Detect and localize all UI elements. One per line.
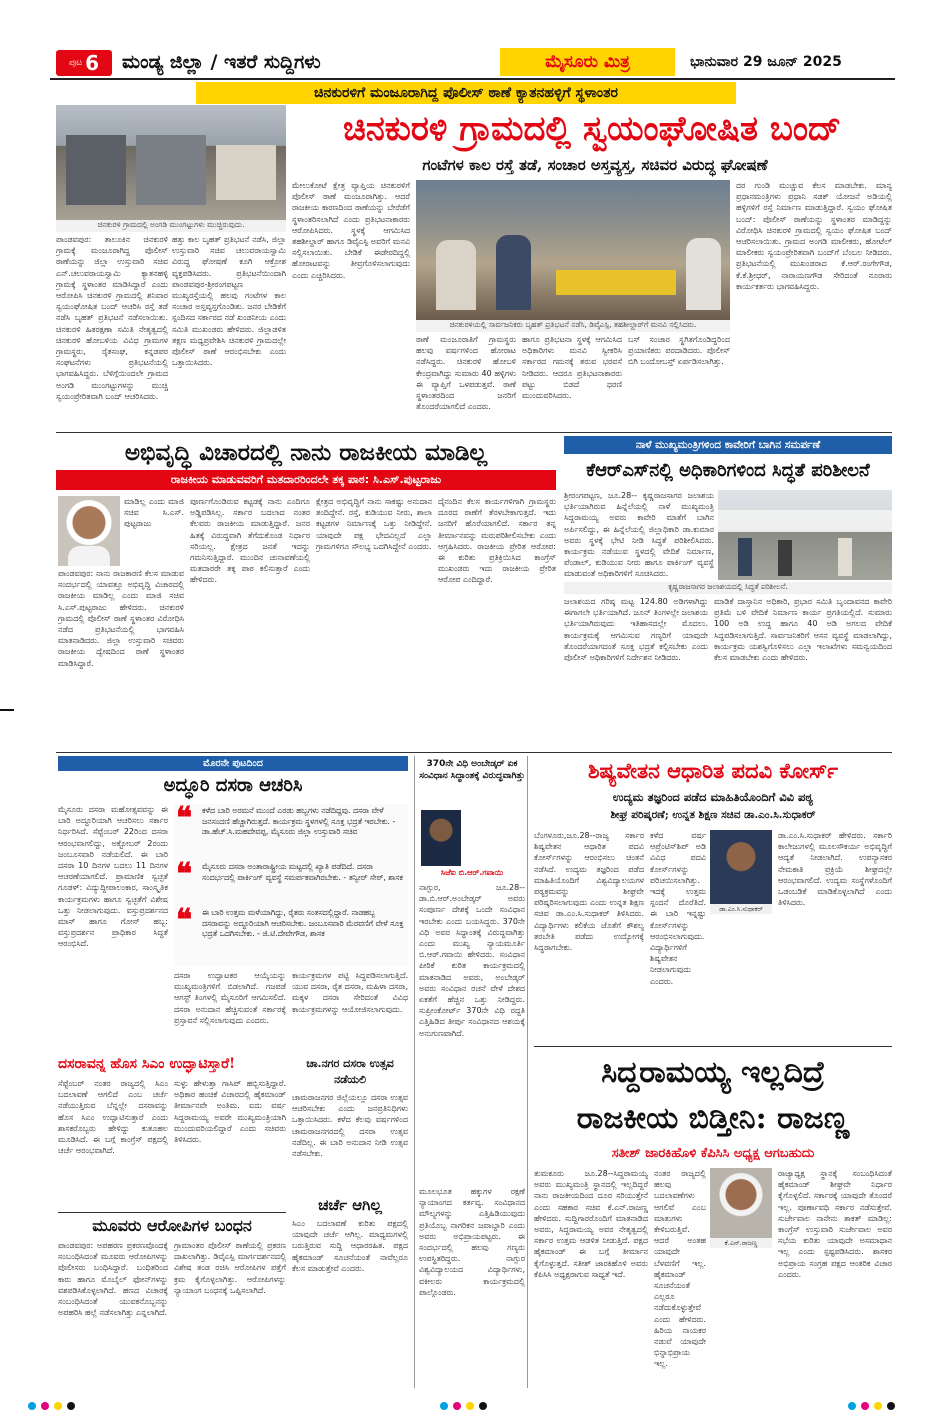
dasara-col6: ಚಾಮರಾಜನಗರ ಜಿಲ್ಲೆಯಲ್ಲೂ ದಸರಾ ಉತ್ಸವ ಆಚರಿಸಬೇಕು ಎಂದು ಜನಪ್ರತಿನಿಧಿಗಳು ಒತ್ತಾಯಿಸಿದರು. ಕಳೆದ ಕೆಲವು ವರ್ಷಗಳಿಂದ ಚಾಮರಾಜನಗರದಲ್ಲಿ ದಸರಾ ಉತ್ಸವ ನಡೆದಿಲ್ಲ. ಈ ಬಾರಿ ಅನುದಾನ ನೀಡಿ ಉತ್ಸವ ನಡೆಸಬೇಕು.: [292, 1093, 408, 1159]
scholarship-col2: ಕಳೆದ ವರ್ಷ ಆಪ್ರೆಂಟಿಸ್‌ಶಿಪ್ ಅಡಿ ವಿವಿಧ ಪದವಿ ಕೋರ್ಸ್‌ಗಳನ್ನು ಪರಿಚಯಿಸಲಾಗಿತ್ತು. ಇದಕ್ಕೆ ಉತ್ತಮ ಸ್ಪಂದನೆ ದೊರೆತಿದೆ. ಈ ಬಾರಿ ಇನ್ನಷ್ಟು ಕೋರ್ಸ್‌ಗಳನ್ನು ಆರಂಭಿಸಲಾಗುವುದು. ವಿದ್ಯಾರ್ಥಿಗಳಿಗೆ ಶಿಷ್ಯವೇತನ ನೀಡಲಾಗುವುದು ಎಂದರು.: [650, 831, 706, 986]
article370-byline: ಸಿಜೆಐ ಬಿ.ಆರ್.ಗವಾಯಿ: [440, 868, 504, 877]
rajanna-col1: ತುಮಕೂರು ಜೂ.28--ಸಿದ್ದರಾಮಯ್ಯ ಅವರು ಮುಖ್ಯಮಂತ್ರಿ ಸ್ಥಾನದಲ್ಲಿ ಇಲ್ಲದಿದ್ದರೆ ನಾನು ರಾಜಕೀಯದಿಂದ ದೂರ ಸರಿಯುತ್ತೇನೆ ಎಂದು ಸಹಕಾರ ಸಚಿವ ಕೆ.ಎನ್.ರಾಜಣ್ಣ ಹೇಳಿದರು. ಸುದ್ದಿಗಾರರೊಂದಿಗೆ ಮಾತನಾಡಿದ ಅವರು, ಸಿದ್ದರಾಮಯ್ಯ ಅವರ ನೇತೃತ್ವದಲ್ಲಿ ಸರ್ಕಾರ ಉತ್ತಮ ಆಡಳಿತ ನೀಡುತ್ತಿದೆ. ಪಕ್ಷದ ಹೈಕಮಾಂಡ್ ಈ ಬಗ್ಗೆ ತೀರ್ಮಾನ ಕೈಗೊಳ್ಳುತ್ತದೆ. ಸತೀಶ್ ಜಾರಕಿಹೊಳಿ ಅವರು ಕೆಪಿಸಿಸಿ ಅಧ್ಯಕ್ಷರಾಗುವ ಸಾಧ್ಯತೆ ಇದೆ.: [534, 1169, 648, 1279]
story2-col1b: ಮಾಡಿಲ್ಲ ಎಂದು ಮಾಜಿ ಸಚಿವ ಸಿ.ಎಸ್. ಪುಟ್ಟರಾಜು: [124, 497, 184, 528]
accused-col2: ಗ್ರಾಮಾಂತರ ಪೊಲೀಸ್ ಠಾಣೆಯಲ್ಲಿ ಪ್ರಕರಣ ದಾಖಲಾಗಿತ್ತು. ಡಿವೈಎಸ್ಪಿ ಮಾರ್ಗದರ್ಶನದಲ್ಲಿ ವಿಶೇಷ ತಂಡ ರಚಿಸಿ ಆರೋಪಿಗಳ ಪತ್ತೆಗೆ ಕ್ರಮ ಕೈಗೊಳ್ಳಲಾಗಿತ್ತು. ಆರೋಪಿಗಳನ್ನು ನ್ಯಾಯಾಂಗ ಬಂಧನಕ್ಕೆ ಒಪ್ಪಿಸಲಾಗಿದೆ.: [174, 1241, 286, 1295]
divider: [534, 1046, 892, 1047]
dasara-kicker: ಮೊರನೇ ಪುಟದಿಂದ: [58, 756, 408, 771]
top-story-col1: ಪಾಂಡವಪುರ: ತಾಲೂಕಿನ ಚಿನಕುರಳಿ ಗ್ರಾಮಕ್ಕೆ ಮಂಜೂರಾಗಿದ್ದ ಪೊಲೀಸ್ ಠಾಣೆಯನ್ನು ಜಿಲ್ಲಾ ಉಸ್ತುವಾರಿ ಸಚಿವ ಎನ್.ಚಲುವರಾಯಸ್ವಾಮಿ ಕ್ಯಾತನಹಳ್ಳಿ ಗ್ರಾಮಕ್ಕೆ ಸ್ಥಳಾಂತರ ಮಾಡಿಸಿದ್ದಾರೆ ಎಂದು ಆರೋಪಿಸಿ ಚಿನಕುರಳಿ ಗ್ರಾಮದಲ್ಲಿ ಶನಿವಾರ ಸ್ವಯಂಘೋಷಿತ ಬಂದ್ ಆಚರಿಸಿ ರಸ್ತೆ ತಡೆ ನಡೆಸಿ ಬೃಹತ್ ಪ್ರತಿಭಟನೆ ನಡೆಸಲಾಯಿತು. ಚಿನಕುರಳಿ ಹಿತರಕ್ಷಣಾ ಸಮಿತಿ ನೇತೃತ್ವದಲ್ಲಿ ಚಿನಕುರಳಿ ಹೋಬಳಿಯ ವಿವಿಧ ಗ್ರಾಮಗಳ ಗ್ರಾಮಸ್ಥರು, ರೈತಸಂಘ, ಕನ್ನಡಪರ ಸಂಘಟನೆಗಳು ಪ್ರತಿಭಟನೆಯಲ್ಲಿ ಭಾಗವಹಿಸಿದ್ದರು. ಬೆಳಿಗ್ಗೆಯಿಂದಲೇ ಗ್ರಾಮದ ಅಂಗಡಿ ಮುಂಗಟ್ಟುಗಳನ್ನು ಮುಚ್ಚಿ ಸ್ವಯಂಪ್ರೇರಿತವಾಗಿ ಬಂದ್ ಆಚರಿಸಿದರು.: [56, 235, 168, 401]
color-dot: [28, 1402, 36, 1410]
color-dot: [848, 1402, 856, 1410]
page-number-box: [56, 50, 112, 76]
color-dot: [54, 1402, 62, 1410]
top-story-col6: ಬಸ್ ಸಂಚಾರ ಸ್ಥಗಿತಗೊಂಡಿದ್ದರಿಂದ ಪ್ರಯಾಣಿಕರು ಪರದಾಡಿದರು. ಪೊಲೀಸ್ ಬಿಗಿ ಬಂದೋಬಸ್ತ್ ಏರ್ಪಡಿಸಲಾಗಿತ್ತು.: [628, 335, 730, 367]
rajanna-col3: ರಾಜ್ಯಾಧ್ಯಕ್ಷ ಸ್ಥಾನಕ್ಕೆ ಸಂಬಂಧಿಸಿದಂತೆ ಹೈಕಮಾಂಡ್ ಶೀಘ್ರವೇ ನಿರ್ಧಾರ ಕೈಗೊಳ್ಳಲಿದೆ. ಸರ್ಕಾರಕ್ಕೆ ಯಾವುದೇ ತೊಂದರೆ ಇಲ್ಲ. ಪೂರ್ಣಾವಧಿ ಸರ್ಕಾರ ನಡೆಸುತ್ತೇವೆ. ಸುರ್ಜೇವಾಲ ನಾನೇನು ತಾಕತ್ ಮಾಡಿಲ್ಲ: ಕಾಂಗ್ರೆಸ್ ಉಸ್ತುವಾರಿ ಸುರ್ಜೇವಾಲ ಅವರ ಸಭೆಯ ಕುರಿತು ಯಾವುದೇ ಅಸಮಾಧಾನ ಇಲ್ಲ ಎಂದು ಸ್ಪಷ್ಟಪಡಿಸಿದರು. ಶಾಸಕರ ಅಭಿಪ್ರಾಯ ಸಂಗ್ರಹ ಪಕ್ಷದ ಆಂತರಿಕ ವಿಚಾರ ಎಂದರು.: [778, 1169, 892, 1279]
crop-mark: [0, 709, 14, 711]
gavai-photo: [421, 810, 461, 866]
footer-dots-right: [848, 1402, 895, 1410]
top-story-col3: ಮೇಲುಕೋಟೆ ಕ್ಷೇತ್ರ ವ್ಯಾಪ್ತಿಯ ಚಿನಕುರಳಿಗೆ ಪೊಲೀಸ್ ಠಾಣೆ ಮಂಜೂರಾಗಿತ್ತು. ಆದರೆ ರಾಜಕೀಯ ಕಾರಣದಿಂದ ಠಾಣೆಯನ್ನು ಬೇರೆಡೆಗೆ ಸ್ಥಳಾಂತರಿಸಲಾಗಿದೆ ಎಂದು ಪ್ರತಿಭಟನಾಕಾರರು ಆರೋಪಿಸಿದರು. ಸ್ಥಳಕ್ಕೆ ಆಗಮಿಸಿದ ತಹಶೀಲ್ದಾರ್ ಹಾಗೂ ಡಿವೈಎಸ್ಪಿ ಅವರಿಗೆ ಮನವಿ ಸಲ್ಲಿಸಲಾಯಿತು. ಬೇಡಿಕೆ ಈಡೇರದಿದ್ದಲ್ಲಿ ಹೋರಾಟವನ್ನು ತೀವ್ರಗೊಳಿಸಲಾಗುವುದು ಎಂದು ಎಚ್ಚರಿಸಿದರು.: [292, 181, 410, 280]
krs-col3: ಮಾಡಿಕೆ ದಾಸ್ತಾನಿನ ಅಧಿಕಾರಿ, ಪ್ರಭಾರ ಸಮಿತಿ ಬೃಂದಾವನದ ಕಾವೇರಿ ಪ್ರತಿಮೆ ಬಳಿ ವೇದಿಕೆ ನಿರ್ಮಾಣ ಕಾರ್ಯ ಪ್ರಗತಿಯಲ್ಲಿದೆ. ಸುಮಾರು 100 ಅಡಿ ಉದ್ದ ಹಾಗೂ 40 ಅಡಿ ಅಗಲದ ವೇದಿಕೆ ಸಿದ್ಧಪಡಿಸಲಾಗುತ್ತಿದೆ. ಸಾರ್ವಜನಿಕರಿಗೆ ಆಸನ ವ್ಯವಸ್ಥೆ ಮಾಡಲಾಗಿದ್ದು, ಕಾರ್ಯಕ್ರಮ ಯಶಸ್ವಿಗೊಳಿಸಲು ಎಲ್ಲಾ ಇಲಾಖೆಗಳು ಸಮನ್ವಯದಿಂದ ಕೆಲಸ ಮಾಡಬೇಕು ಎಂದು ಹೇಳಿದರು.: [714, 597, 892, 663]
rajanna-col2: ನಂತರ ರಾಜ್ಯದಲ್ಲಿ ಹಲವು ಬದಲಾವಣೆಗಳು ಆಗಲಿವೆ ಎಂಬ ಮಾತುಗಳು ಕೇಳಿಬರುತ್ತಿವೆ. ಆದರೆ ಅಂತಹ ಯಾವುದೇ ಬೆಳವಣಿಗೆ ಇಲ್ಲ. ಹೈಕಮಾಂಡ್ ಸೂಚನೆಯಂತೆ ಎಲ್ಲರೂ ನಡೆದುಕೊಳ್ಳುತ್ತೇವೆ ಎಂದು ಹೇಳಿದರು. ಹಿರಿಯ ನಾಯಕರ ನಡುವೆ ಯಾವುದೇ ಭಿನ್ನಾಭಿಪ್ರಾಯ ಇಲ್ಲ.: [654, 1169, 706, 1369]
top-story-col2: ಹತ್ತು ಕಾಲ ಬೃಹತ್ ಪ್ರತಿಭಟನೆ ನಡೆಸಿ, ಜಿಲ್ಲಾ ಉಸ್ತುವಾರಿ ಸಚಿವ ಚಲುವರಾಯಸ್ವಾಮಿ ವಿರುದ್ಧ ಘೋಷಣೆ ಕೂಗಿ ಆಕ್ರೋಶ ವ್ಯಕ್ತಪಡಿಸಿದರು. ಪ್ರತಿಭಟನೆಯಿಂದಾಗಿ ಪಾಂಡವಪುರ-ಶ್ರೀರಂಗಪಟ್ಟಣ ಮುಖ್ಯರಸ್ತೆಯಲ್ಲಿ ಹಲವು ಗಂಟೆಗಳ ಕಾಲ ಸಂಚಾರ ಅಸ್ತವ್ಯಸ್ತಗೊಂಡಿತು. ಜನರ ಬೇಡಿಕೆಗೆ ಸ್ಪಂದಿಸದ ಸರ್ಕಾರದ ನಡೆ ಖಂಡನೀಯ ಎಂದು ಸಮಿತಿ ಮುಖಂಡರು ಹೇಳಿದರು. ಜಿಲ್ಲಾಡಳಿತ ತಕ್ಷಣ ಮಧ್ಯಪ್ರವೇಶಿಸಿ ಚಿನಕುರಳಿ ಗ್ರಾಮದಲ್ಲೇ ಪೊಲೀಸ್ ಠಾಣೆ ಆರಂಭಿಸಬೇಕು ಎಂದು ಒತ್ತಾಯಿಸಿದರು.: [172, 235, 286, 368]
photo1-caption: ಚಿನಕುರಳಿ ಗ್ರಾಮದಲ್ಲಿ ಅಂಗಡಿ ಮುಂಗಟ್ಟುಗಳು ಮುಚ್ಚಿರುವುದು.: [56, 220, 286, 232]
top-story-col4: ಠಾಣೆ ಮಂಜೂರಾತಿಗೆ ಗ್ರಾಮಸ್ಥರು ಹಲವು ವರ್ಷಗಳಿಂದ ಹೋರಾಟ ನಡೆಸಿದ್ದರು. ಚಿನಕುರಳಿ ಹೋಬಳಿ ಕೇಂದ್ರವಾಗಿದ್ದು ಸುಮಾರು 40 ಹಳ್ಳಿಗಳು ಈ ವ್ಯಾಪ್ತಿಗೆ ಒಳಪಡುತ್ತವೆ. ಠಾಣೆ ಸ್ಥಳಾಂತರದಿಂದ ಜನರಿಗೆ ತೊಂದರೆಯಾಗಲಿದೆ ಎಂದರು.: [416, 335, 516, 412]
top-story-col5: ಹಾಗೂ ಪ್ರತಿಭಟನಾ ಸ್ಥಳಕ್ಕೆ ಆಗಮಿಸಿದ ಅಧಿಕಾರಿಗಳು ಮನವಿ ಸ್ವೀಕರಿಸಿ ಸರ್ಕಾರದ ಗಮನಕ್ಕೆ ತರುವ ಭರವಸೆ ನೀಡಿದರು. ಆದರೂ ಪ್ರತಿಭಟನಾಕಾರರು ಪಟ್ಟು ಬಿಡದೆ ಧರಣಿ ಮುಂದುವರಿಸಿದರು.: [522, 335, 622, 401]
scholarship-col3: ಡಾ.ಎಂ.ಸಿ.ಸುಧಾಕರ್ ಹೇಳಿದರು. ಸರ್ಕಾರಿ ಕಾಲೇಜುಗಳಲ್ಲಿ ಮೂಲಸೌಕರ್ಯ ಅಭಿವೃದ್ಧಿಗೆ ಆದ್ಯತೆ ನೀಡಲಾಗಿದೆ. ಉಪನ್ಯಾಸಕರ ನೇಮಕಾತಿ ಪ್ರಕ್ರಿಯೆ ಶೀಘ್ರದಲ್ಲೇ ಆರಂಭವಾಗಲಿದೆ. ಉದ್ಯಮ ಸಂಸ್ಥೆಗಳೊಂದಿಗೆ ಒಡಂಬಡಿಕೆ ಮಾಡಿಕೊಳ್ಳಲಾಗಿದೆ ಎಂದು ತಿಳಿಸಿದರು.: [778, 831, 892, 908]
sudhakar-photo: [710, 830, 772, 904]
accused-col1: ಪಾಂಡವಪುರ: ಅಪಹರಣ ಪ್ರಕರಣವೊಂದಕ್ಕೆ ಸಂಬಂಧಿಸಿದಂತೆ ಮೂವರು ಆರೋಪಿಗಳನ್ನು ಪೊಲೀಸರು ಬಂಧಿಸಿದ್ದಾರೆ. ಬಂಧಿತರಿಂದ ಕಾರು ಹಾಗೂ ಮೊಬೈಲ್ ಫೋನ್‌ಗಳನ್ನು ವಶಪಡಿಸಿಕೊಳ್ಳಲಾಗಿದೆ. ಹಣದ ವಿಚಾರಕ್ಕೆ ಸಂಬಂಧಿಸಿದಂತೆ ಯುವಕನೊಬ್ಬನನ್ನು ಅಪಹರಿಸಿ ಹಲ್ಲೆ ನಡೆಸಲಾಗಿತ್ತು ಎನ್ನಲಾಗಿದೆ.: [58, 1241, 168, 1318]
article370-headline: 370ನೇ ವಿಧಿ ಅಂಬೇಡ್ಕರ್ ಏಕ ಸಂವಿಧಾನ ಸಿದ್ಧಾಂತಕ್ಕೆ ವಿರುದ್ಧವಾಗಿತ್ತು: [419, 759, 525, 781]
dasara-subhead-discussion: ಚರ್ಚೆ ಆಗಿಲ್ಲ: [318, 1196, 382, 1214]
krs-col2: ಜಲಾಶಯದ ಗರಿಷ್ಠ ಮಟ್ಟ 124.80 ಅಡಿಗಳಾಗಿದ್ದು ಈಗಾಗಲೇ ಭರ್ತಿಯಾಗಿದೆ. ಜೂನ್ ತಿಂಗಳಲ್ಲೇ ಜಲಾಶಯ ಭರ್ತಿಯಾಗಿರುವುದು ಇತಿಹಾಸದಲ್ಲೇ ಮೊದಲು. ಕಾರ್ಯಕ್ರಮಕ್ಕೆ ಆಗಮಿಸುವ ಗಣ್ಯರಿಗೆ ಯಾವುದೇ ತೊಂದರೆಯಾಗದಂತೆ ಸೂಕ್ತ ಭದ್ರತೆ ಕಲ್ಪಿಸಬೇಕು ಎಂದು ಪೊಲೀಸ್ ಅಧಿಕಾರಿಗಳಿಗೆ ನಿರ್ದೇಶನ ನೀಡಿದರು.: [564, 597, 708, 663]
krs-headline: ಕೆಆರ್‌ಎಸ್‌ನಲ್ಲಿ ಅಧಿಕಾರಿಗಳಿಂದ ಸಿದ್ಧತೆ ಪರಿಶೀಲನೆ: [586, 460, 870, 481]
dasara-quote2: ಮೈಸೂರು ದಸರಾ ಅಂತಾರಾಷ್ಟ್ರೀಯ ಮಟ್ಟದಲ್ಲಿ ಖ್ಯಾತಿ ಪಡೆದಿದೆ. ದಸರಾ ಸಂದರ್ಭದಲ್ಲಿ ಪಾರ್ಕಿಂಗ್ ವ್ಯವಸ್ಥೆ ಸಮರ್ಪಕವಾಗಿರಬೇಕು. - ತನ್ವೀರ್ ಸೇಠ್, ಶಾಸಕ: [202, 862, 403, 882]
dasara-col1: ಮೈಸೂರು ದಸರಾ ಮಹೋತ್ಸವವನ್ನು ಈ ಬಾರಿ ಅದ್ಧೂರಿಯಾಗಿ ಆಚರಿಸಲು ಸರ್ಕಾರ ನಿರ್ಧರಿಸಿದೆ. ಸೆಪ್ಟೆಂಬರ್ 22ರಿಂದ ದಸರಾ ಆರಂಭವಾಗಲಿದ್ದು, ಅಕ್ಟೋಬರ್ 2ರಂದು ಜಂಬೂಸವಾರಿ ನಡೆಯಲಿದೆ. ಈ ಬಾರಿ ದಸರಾ 10 ದಿನಗಳ ಬದಲು 11 ದಿನಗಳ ಆಚರಣೆಯಾಗಲಿದೆ. ಪ್ರಾಮಾಣಿಕ ಸ್ವಚ್ಛತೆ ಗೂಡಳ್: ವಿದ್ಯುದ್ದೀಪಾಲಂಕಾರ, ಸಾಂಸ್ಕೃತಿಕ ಕಾರ್ಯಕ್ರಮಗಳು ಹಾಗೂ ಸ್ವಚ್ಛತೆಗೆ ವಿಶೇಷ ಒತ್ತು ನೀಡಲಾಗುವುದು. ವಸ್ತುಪ್ರದರ್ಶನದ ಮಾಸ್ ಹಾಗೂ ಗೋಸ್ ಹಬ್ಬ: ವಸ್ತುಪ್ರದರ್ಶನ ಪ್ರಾಧಿಕಾರ ಸಿದ್ಧತೆ ಆರಂಭಿಸಿದೆ.: [58, 805, 168, 949]
rajanna-subhead: ಸತೀಶ್ ಜಾರಕಿಹೊಳಿ ಕೆಪಿಸಿಸಿ ಅಧ್ಯಕ್ಷ ಆಗಬಹುದು: [611, 1146, 815, 1161]
divider: [56, 432, 892, 433]
issue-date: ಭಾನುವಾರ 29 ಜೂನ್ 2025: [690, 54, 842, 70]
dasara-col3: ಕಾರ್ಯಕ್ರಮಗಳ ಪಟ್ಟಿ ಸಿದ್ಧಪಡಿಸಲಾಗುತ್ತಿದೆ. ಯುವ ದಸರಾ, ರೈತ ದಸರಾ, ಮಹಿಳಾ ದಸರಾ, ಮಕ್ಕಳ ದಸರಾ ಸೇರಿದಂತೆ ವಿವಿಧ ಕಾರ್ಯಕ್ರಮಗಳನ್ನು ಆಯೋಜಿಸಲಾಗುವುದು.: [292, 971, 408, 1014]
color-dot: [479, 1402, 487, 1410]
story2-col2: ಪೂರ್ಣಗೊಂಡಿರುವ ಕಟ್ಟಡಕ್ಕೆ ನಾನು ಎಂದಿಗೂ ಅಡ್ಡಿಪಡಿಸಿಲ್ಲ. ಸರ್ಕಾರ ಬದಲಾದ ನಂತರ ಕೆಲವರು ರಾಜಕೀಯ ಮಾಡುತ್ತಿದ್ದಾರೆ. ಜನರ ಹಿತಕ್ಕೆ ವಿರುದ್ಧವಾಗಿ ತೆಗೆದುಕೊಂಡ ನಿರ್ಧಾರ ಸರಿಯಲ್ಲ. ಕ್ಷೇತ್ರದ ಜನತೆ ಇದನ್ನು ಗಮನಿಸುತ್ತಿದ್ದಾರೆ. ಮುಂದಿನ ಚುನಾವಣೆಯಲ್ಲಿ ಮತದಾರರೇ ತಕ್ಕ ಪಾಠ ಕಲಿಸುತ್ತಾರೆ ಎಂದು ಹೇಳಿದರು.: [190, 497, 310, 585]
story2-headline: ಅಭಿವೃದ್ಧಿ ವಿಚಾರದಲ್ಲಿ ನಾನು ರಾಜಕೀಯ ಮಾಡಿಲ್ಲ: [124, 439, 488, 466]
dasara-col4: ಸೆಪ್ಟೆಂಬರ್ ನಂತರ ರಾಜ್ಯದಲ್ಲಿ ಸಿಎಂ ಬದಲಾವಣೆ ಆಗಲಿದೆ ಎಂಬ ಚರ್ಚೆ ನಡೆಯುತ್ತಿರುವ ಬೆನ್ನಲ್ಲೇ ದಸರಾವನ್ನು ಹೊಸ ಸಿಎಂ ಉದ್ಘಾಟಿಸುತ್ತಾರೆ ಎಂದು ಶಾಸಕರೊಬ್ಬರು ಹೇಳಿದ್ದು ಕುತೂಹಲ ಮೂಡಿಸಿದೆ. ಈ ಬಗ್ಗೆ ಕಾಂಗ್ರೆಸ್ ಪಕ್ಷದಲ್ಲಿ ಚರ್ಚೆ ಆರಂಭವಾಗಿದೆ.: [58, 1079, 168, 1156]
scholarship-col1: ಬೆಂಗಳೂರು,ಜೂ.28--ರಾಜ್ಯ ಸರ್ಕಾರ ಶಿಷ್ಯವೇತನ ಆಧಾರಿತ ಪದವಿ ಕೋರ್ಸ್‌ಗಳನ್ನು ಆರಂಭಿಸಲು ಚಿಂತನೆ ನಡೆಸಿದೆ. ಉದ್ಯಮ ತಜ್ಞರಿಂದ ಪಡೆದ ಮಾಹಿತಿಯೊಂದಿಗೆ ವಿಶ್ವವಿದ್ಯಾಲಯಗಳ ಪಠ್ಯಕ್ರಮವನ್ನು ಶೀಘ್ರವೇ ಪರಿಷ್ಕರಿಸಲಾಗುವುದು ಎಂದು ಉನ್ನತ ಶಿಕ್ಷಣ ಸಚಿವ ಡಾ.ಎಂ.ಸಿ.ಸುಧಾಕರ್ ತಿಳಿಸಿದರು. ವಿದ್ಯಾರ್ಥಿಗಳು ಕಲಿಕೆಯ ಜೊತೆಗೆ ಕೌಶಲ್ಯ ತರಬೇತಿ ಪಡೆದು ಉದ್ಯೋಗಕ್ಕೆ ಸಿದ್ಧರಾಗಬೇಕು.: [534, 831, 644, 953]
dasara-headline: ಅದ್ಧೂರಿ ದಸರಾ ಆಚರಿಸಿ: [163, 775, 303, 796]
dasara-col5: ಸುಳ್ಳು ಹೇಳುತ್ತಾ ಗಾಸಿಪ್ ಹಬ್ಬಿಸುತ್ತಿದ್ದಾರೆ. ಅಧಿಕಾರ ಹಂಚಿಕೆ ವಿಚಾರದಲ್ಲಿ ಹೈಕಮಾಂಡ್ ತೀರ್ಮಾನವೇ ಅಂತಿಮ. ಐದು ವರ್ಷ ಸಿದ್ದರಾಮಯ್ಯ ಅವರೇ ಮುಖ್ಯಮಂತ್ರಿಯಾಗಿ ಮುಂದುವರಿಯಲಿದ್ದಾರೆ ಎಂದು ಸಚಿವರು ತಿಳಿಸಿದರು.: [174, 1079, 286, 1145]
top-story-col7: ದರ ಗುಂಡಿ ಮುಚ್ಚುವ ಕೆಲಸ ಮಾಡಬೇಕು. ಮಾನ್ಯ ಪ್ರಧಾನಮಂತ್ರಿಗಳು ಪ್ರಧಾನಿ ಸಡಕ್ ಯೋಜನೆ ಅಡಿಯಲ್ಲಿ ಹಳ್ಳಿಗಳಿಗೆ ರಸ್ತೆ ನಿರ್ಮಾಣ ಮಾಡುತ್ತಿದ್ದಾರೆ. ಸ್ವಯಂ ಘೋಷಿತ ಬಂದ್: ಪೊಲೀಸ್ ಠಾಣೆಯನ್ನು ಸ್ಥಳಾಂತರ ಮಾಡಿದ್ದನ್ನು ವಿರೋಧಿಸಿ ಚಿನಕುರಳಿ ಗ್ರಾಮದಲ್ಲಿ ಸ್ವಯಂ ಘೋಷಿತ ಬಂದ್ ಆಚರಿಸಲಾಯಿತು. ಗ್ರಾಮದ ಅಂಗಡಿ ಮಾಲೀಕರು, ಹೋಟೆಲ್ ಮಾಲೀಕರು ಸ್ವಯಂಪ್ರೇರಿತವಾಗಿ ಬಂದ್‌ಗೆ ಬೆಂಬಲ ನೀಡಿದರು. ಪ್ರತಿಭಟನೆಯಲ್ಲಿ ಮುಖಂಡರಾದ ಕೆ.ಆರ್.ರಂಗೇಗೌಡ, ಕೆ.ಕೆ.ಶ್ರೀಧರ್, ನಾರಾಯಣಗೌಡ ಸೇರಿದಂತೆ ನೂರಾರು ಕಾರ್ಯಕರ್ತರು ಭಾಗವಹಿಸಿದ್ದರು.: [736, 181, 892, 291]
article370-col1: ನಾಗ್ಪುರ, ಜೂ.28--ಡಾ.ಬಿ.ಆರ್.ಅಂಬೇಡ್ಕರ್ ಅವರು ಸಂಪೂರ್ಣ ದೇಶಕ್ಕೆ ಒಂದೇ ಸಂವಿಧಾನ ಇರಬೇಕು ಎಂದು ಬಯಸಿದ್ದರು. 370ನೇ ವಿಧಿ ಅವರ ಸಿದ್ಧಾಂತಕ್ಕೆ ವಿರುದ್ಧವಾಗಿತ್ತು ಎಂದು ಮುಖ್ಯ ನ್ಯಾಯಮೂರ್ತಿ ಬಿ.ಆರ್.ಗವಾಯಿ ಹೇಳಿದರು. ಸಂವಿಧಾನ ಪೀಠಿಕೆ ಕುರಿತ ಕಾರ್ಯಕ್ರಮದಲ್ಲಿ ಮಾತನಾಡಿದ ಅವರು, ಅಂಬೇಡ್ಕರ್ ಅವರು ಸಂವಿಧಾನ ರಚನೆ ವೇಳೆ ದೇಶದ ಏಕತೆಗೆ ಹೆಚ್ಚಿನ ಒತ್ತು ನೀಡಿದ್ದರು. ಸುಪ್ರೀಂಕೋರ್ಟ್ 370ನೇ ವಿಧಿ ರದ್ದತಿ ಎತ್ತಿಹಿಡಿದ ತೀರ್ಪು ಸಂವಿಧಾನದ ಆಶಯಕ್ಕೆ ಅನುಗುಣವಾಗಿದೆ.: [419, 883, 525, 1038]
page-number: 6: [85, 51, 100, 75]
color-dot: [67, 1402, 75, 1410]
color-dot: [466, 1402, 474, 1410]
color-dot: [440, 1402, 448, 1410]
quote-mark-icon: ❝: [176, 857, 193, 892]
page-header: [50, 46, 895, 80]
rajanna-photo: [710, 1168, 772, 1238]
quote-mark-icon: ❝: [176, 801, 193, 836]
krs-col1: ಶ್ರೀರಂಗಪಟ್ಟಣ, ಜೂ.28-- ಕೃಷ್ಣರಾಜಸಾಗರ ಜಲಾಶಯ ಭರ್ತಿಯಾಗಿರುವ ಹಿನ್ನೆಲೆಯಲ್ಲಿ ನಾಳೆ ಮುಖ್ಯಮಂತ್ರಿ ಸಿದ್ದರಾಮಯ್ಯ ಅವರು ಕಾವೇರಿ ಮಾತೆಗೆ ಬಾಗಿನ ಅರ್ಪಿಸಲಿದ್ದು, ಈ ಹಿನ್ನೆಲೆಯಲ್ಲಿ ಜಿಲ್ಲಾಧಿಕಾರಿ ಡಾ.ಕುಮಾರ ಅವರು ಸ್ಥಳಕ್ಕೆ ಭೇಟಿ ನೀಡಿ ಸಿದ್ಧತೆ ಪರಿಶೀಲಿಸಿದರು. ಕಾರ್ಯಕ್ರಮ ನಡೆಯುವ ಸ್ಥಳದಲ್ಲಿ ವೇದಿಕೆ ನಿರ್ಮಾಣ, ಪೆಂಡಾಲ್, ಕುಡಿಯುವ ನೀರು ಹಾಗೂ ಪಾರ್ಕಿಂಗ್ ವ್ಯವಸ್ಥೆ ಮಾಡುವಂತೆ ಅಧಿಕಾರಿಗಳಿಗೆ ಸೂಚಿಸಿದರು.: [564, 491, 714, 579]
rajanna-headline1: ಸಿದ್ದರಾಮಯ್ಯ ಇಲ್ಲದಿದ್ರೆ: [601, 1055, 825, 1090]
dasara-subhead-cm: ದಸರಾವನ್ನ ಹೊಸ ಸಿಎಂ ಉದ್ಘಾಟಿಸ್ತಾರೆ!: [58, 1056, 236, 1072]
dasara-quote-box: [174, 801, 408, 966]
top-story-kicker: ಚಿನಕುರಳಿಗೆ ಮಂಜೂರಾಗಿದ್ದ ಪೊಲೀಸ್ ಠಾಣೆ ಕ್ಯಾತನಹಳ್ಳಿಗೆ ಸ್ಥಳಾಂತರ: [196, 82, 736, 104]
dasara-quote1: ಕಳೆದ ಬಾರಿ ಅರಮನೆ ಮುಂದೆ ಎರಡು ಹಬ್ಬಗಳು ನಡೆದಿದ್ದವು. ದಸರಾ ವೇಳೆ ಜನಸಂದಣಿ ಹೆಚ್ಚಾಗಿರುತ್ತದೆ. ಕಾರ್ಯಕ್ರಮ ಸ್ಥಳಗಳಲ್ಲಿ ಸೂಕ್ತ ಭದ್ರತೆ ಇರಬೇಕು. - ಡಾ.ಹೆಚ್.ಸಿ.ಮಹದೇವಪ್ಪ, ಮೈಸೂರು ಜಿಲ್ಲಾ ಉಸ್ತುವಾರಿ ಸಚಿವ: [202, 806, 396, 836]
story2-col3: ಕ್ಷೇತ್ರದ ಅಭಿವೃದ್ಧಿಗೆ ನಾನು ಸಾಕಷ್ಟು ಅನುದಾನ ತಂದಿದ್ದೇನೆ. ರಸ್ತೆ, ಕುಡಿಯುವ ನೀರು, ಶಾಲಾ ಕಟ್ಟಡಗಳ ನಿರ್ಮಾಣಕ್ಕೆ ಒತ್ತು ನೀಡಿದ್ದೇನೆ. ಯಾವುದೇ ಪಕ್ಷ ಭೇದವಿಲ್ಲದೆ ಎಲ್ಲಾ ಗ್ರಾಮಗಳಿಗೂ ಸೌಲಭ್ಯ ಒದಗಿಸಿದ್ದೇನೆ ಎಂದರು.: [316, 497, 432, 551]
krs-photo-caption: ಕೃಷ್ಣರಾಜಸಾಗರ ಜಲಾಶಯದಲ್ಲಿ ಸಿದ್ಧತೆ ಪರಿಶೀಲನೆ.: [564, 582, 892, 594]
color-dot: [874, 1402, 882, 1410]
article370-box: [414, 756, 528, 1388]
accused-headline: ಮೂವರು ಆರೋಪಿಗಳ ಬಂಧನ: [58, 1212, 286, 1238]
story2-col4: ದೈನಂದಿನ ಕೆಲಸ ಕಾರ್ಯಗಳಿಗಾಗಿ ಗ್ರಾಮಸ್ಥರು ದೂರದ ಠಾಣೆಗೆ ತೆರಳಬೇಕಾಗುತ್ತದೆ. ಇದು ಜನರಿಗೆ ಹೊರೆಯಾಗಲಿದೆ. ಸರ್ಕಾರ ತನ್ನ ತೀರ್ಮಾನವನ್ನು ಮರುಪರಿಶೀಲಿಸಬೇಕು ಎಂದು ಆಗ್ರಹಿಸಿದರು. ರಾಜಕೀಯ ಪ್ರೇರಿತ ಆರೋಪ: ಈ ಕುರಿತು ಪ್ರತಿಕ್ರಿಯಿಸಿದ ಕಾಂಗ್ರೆಸ್ ಮುಖಂಡರು ಇದು ರಾಜಕೀಯ ಪ್ರೇರಿತ ಆರೋಪ ಎಂದಿದ್ದಾರೆ.: [438, 497, 556, 585]
quote-mark-icon: ❝: [176, 903, 193, 938]
scholarship-headline: ಶಿಷ್ಯವೇತನ ಆಧಾರಿತ ಪದವಿ ಕೋರ್ಸ್: [588, 758, 838, 783]
top-story-subhead: ಗಂಟೆಗಳ ಕಾಲ ರಸ್ತೆ ತಡೆ, ಸಂಚಾರ ಅಸ್ತವ್ಯಸ್ತ, ಸಚಿವರ ವಿರುದ್ಧ ಘೋಷಣೆ: [422, 156, 768, 174]
story2-subhead: ರಾಜಕೀಯ ಮಾಡುವವರಿಗೆ ಮತದಾರರಿಂದಲೇ ತಕ್ಕ ಪಾಠ: ಸಿ.ಎಸ್.ಪುಟ್ಟರಾಜು: [56, 470, 556, 490]
dasara-quote3: ಈ ಬಾರಿ ಉತ್ತಮ ಮಳೆಯಾಗಿದ್ದು, ರೈತರು ಸಂತಸದಲ್ಲಿದ್ದಾರೆ. ನಾಡಹಬ್ಬ ದಸರಾವನ್ನು ಅದ್ಧೂರಿಯಾಗಿ ಆಚರಿಸಬೇಕು. ಜಂಬೂಸವಾರಿ ಮೆರವಣಿಗೆ ವೇಳೆ ಸೂಕ್ತ ಭದ್ರತೆ ಒದಗಿಸಬೇಕು. - ಜಿ.ಟಿ.ದೇವೇಗೌಡ, ಶಾಸಕ: [202, 908, 404, 938]
color-dot: [41, 1402, 49, 1410]
story2-col1: ಪಾಂಡವಪುರ: ನಾನು ರಾಜಕಾರಣಿ ಕೆಲಸ ಮಾಡುವ ಸಂದರ್ಭದಲ್ಲಿ ಯಾವತ್ತೂ ಅಭಿವೃದ್ಧಿ ವಿಚಾರದಲ್ಲಿ ರಾಜಕೀಯ ಮಾಡಿಲ್ಲ ಎಂದು ಮಾಜಿ ಸಚಿವ ಸಿ.ಎಸ್.ಪುಟ್ಟರಾಜು ಹೇಳಿದರು. ಚಿನಕುರಳಿ ಗ್ರಾಮದಲ್ಲಿ ಪೊಲೀಸ್ ಠಾಣೆ ಸ್ಥಳಾಂತರ ವಿರೋಧಿಸಿ ನಡೆದ ಪ್ರತಿಭಟನೆಯಲ್ಲಿ ಭಾಗವಹಿಸಿ ಮಾತನಾಡಿದರು. ಜಿಲ್ಲಾ ಉಸ್ತುವಾರಿ ಸಚಿವರು ರಾಜಕೀಯ ದ್ವೇಷದಿಂದ ಠಾಣೆ ಸ್ಥಳಾಂತರ ಮಾಡಿಸಿದ್ದಾರೆ.: [58, 569, 184, 668]
puttaraju-photo: [58, 496, 120, 566]
rajanna-headline2: ರಾಜಕೀಯ ಬಿಡ್ತೀನಿ: ರಾಜಣ್ಣ: [576, 1101, 850, 1136]
scholarship-subhead1: ಉದ್ಯಮ ತಜ್ಞರಿಂದ ಪಡೆದ ಮಾಹಿತಿಯೊಂದಿಗೆ ವಿವಿ ಪಠ್ಯ: [612, 790, 814, 804]
shuttered-shops-photo: [56, 105, 286, 220]
divider: [56, 752, 892, 753]
top-story-headline: ಚಿನಕುರಳಿ ಗ್ರಾಮದಲ್ಲಿ ಸ್ವಯಂಘೋಷಿತ ಬಂದ್: [343, 109, 841, 149]
photo2-caption: ಚಿನಕುರಳಿಯಲ್ಲಿ ಸಾರ್ವಜನಿಕರು ಬೃಹತ್ ಪ್ರತಿಭಟನೆ ನಡೆಸಿ, ಡಿವೈಎಸ್ಪಿ, ತಹಶೀಲ್ದಾರ್‌ಗೆ ಮನವಿ ಸಲ್ಲಿಸಿದರು.: [416, 320, 730, 332]
scholarship-subhead2: ಶೀಘ್ರ ಪರಿಷ್ಕರಣೆ; ಉನ್ನತ ಶಿಕ್ಷಣ ಸಚಿವ ಡಾ.ಎಂ.ಸಿ.ಸುಧಾಕರ್: [610, 809, 816, 821]
color-dot: [887, 1402, 895, 1410]
protest-photo: [416, 180, 730, 320]
footer-dots-center: [440, 1402, 487, 1410]
dasara-col7: ಸಿಎಂ ಬದಲಾವಣೆ ಕುರಿತು ಪಕ್ಷದಲ್ಲಿ ಯಾವುದೇ ಚರ್ಚೆ ಆಗಿಲ್ಲ. ಮಾಧ್ಯಮಗಳಲ್ಲಿ ಬರುತ್ತಿರುವ ಸುದ್ದಿ ಆಧಾರರಹಿತ. ಪಕ್ಷದ ಹೈಕಮಾಂಡ್ ಸೂಚನೆಯಂತೆ ನಾವೆಲ್ಲರೂ ಕೆಲಸ ಮಾಡುತ್ತೇವೆ ಎಂದರು.: [292, 1219, 408, 1273]
krs-photo: [718, 490, 892, 580]
rajanna-caption: ಕೆ.ಎನ್.ರಾಜಣ್ಣ: [710, 1238, 772, 1248]
color-dot: [453, 1402, 461, 1410]
article370-col2: ಮೂಲಭೂತ ಹಕ್ಕುಗಳ ರಕ್ಷಣೆ ನ್ಯಾಯಾಂಗದ ಕರ್ತವ್ಯ. ಸಂವಿಧಾನದ ಮೌಲ್ಯಗಳನ್ನು ಎತ್ತಿಹಿಡಿಯುವುದು ಪ್ರತಿಯೊಬ್ಬ ನಾಗರಿಕನ ಜವಾಬ್ದಾರಿ ಎಂದು ಅವರು ಅಭಿಪ್ರಾಯಪಟ್ಟರು. ಈ ಸಂದರ್ಭದಲ್ಲಿ ಹಲವು ಗಣ್ಯರು ಉಪಸ್ಥಿತರಿದ್ದರು. ನಾಗ್ಪುರ ವಿಶ್ವವಿದ್ಯಾಲಯದ ವಿದ್ಯಾರ್ಥಿಗಳು, ವಕೀಲರು ಕಾರ್ಯಕ್ರಮದಲ್ಲಿ ಪಾಲ್ಗೊಂಡರು.: [419, 1187, 525, 1297]
page-word: ಪುಟ: [68, 58, 83, 68]
section-title: ಮಂಡ್ಯ ಜಿಲ್ಲಾ / ಇತರೆ ಸುದ್ದಿಗಳು: [122, 51, 321, 73]
color-dot: [861, 1402, 869, 1410]
dasara-col2: ದಸರಾ ಉದ್ಘಾಟಕರ ಆಯ್ಕೆಯನ್ನು ಮುಖ್ಯಮಂತ್ರಿಗಳಿಗೆ ಬಿಡಲಾಗಿದೆ. ಗಜಪಡೆ ಆಗಸ್ಟ್ ತಿಂಗಳಲ್ಲಿ ಮೈಸೂರಿಗೆ ಆಗಮಿಸಲಿದೆ. ದಸರಾ ಅನುದಾನ ಹೆಚ್ಚಿಸುವಂತೆ ಸರ್ಕಾರಕ್ಕೆ ಪ್ರಸ್ತಾವನೆ ಸಲ್ಲಿಸಲಾಗುವುದು ಎಂದರು.: [174, 971, 286, 1025]
krs-banner: ನಾಳೆ ಮುಖ್ಯಮಂತ್ರಿಗಳಿಂದ ಕಾವೇರಿಗೆ ಬಾಗಿನ ಸಮರ್ಪಣೆ: [564, 436, 892, 454]
sudhakar-caption: ಡಾ.ಎಂ.ಸಿ.ಸುಧಾಕರ್: [710, 904, 772, 914]
masthead-logo: ಮೈಸೂರು ಮಿತ್ರ: [500, 48, 675, 76]
footer-dots-left: [28, 1402, 75, 1410]
dasara-subhead-chamarajanagar: ಚಾ.ನಗರ ದಸರಾ ಉತ್ಸವ ನಡೆಯಲಿ: [306, 1057, 394, 1086]
